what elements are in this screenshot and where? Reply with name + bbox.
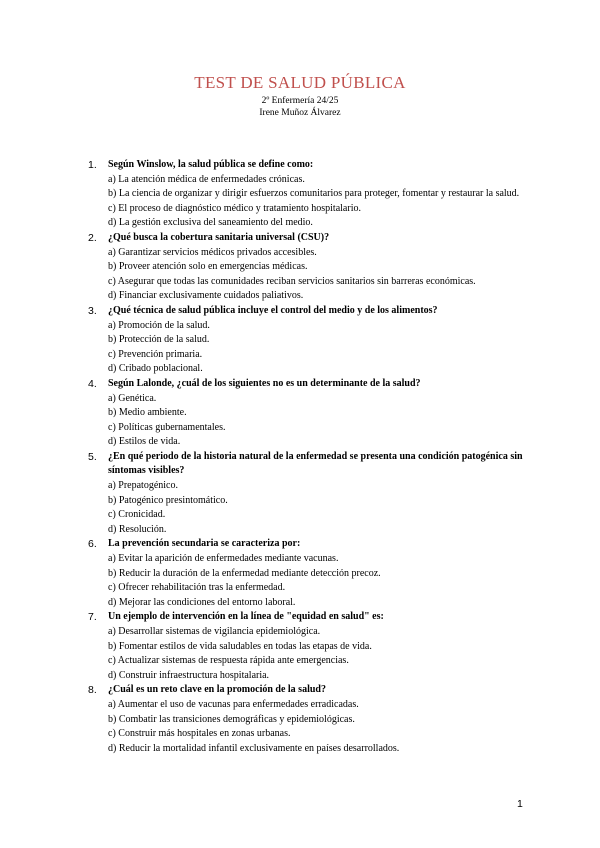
course-subtitle: 2º Enfermería 24/25 — [261, 96, 339, 106]
option-b: b) Combatir las transiciones demográficas y epidemiológicas. — [108, 713, 355, 725]
author-name: Irene Muñoz Álvarez — [259, 108, 341, 118]
page-number: 1 — [517, 798, 523, 810]
option-d: d) Financiar exclusivamente cuidados paliativos. — [108, 290, 304, 302]
question-text: ¿En qué periodo de la historia natural de la enfermedad se presenta una condición patogénica sin síntomas visibles? — [108, 450, 523, 477]
option-a: a) Garantizar servicios médicos privados accesibles. — [108, 246, 317, 258]
question-item — [88, 231, 528, 304]
question-item — [88, 304, 528, 377]
option-a: a) Promoción de la salud. — [108, 319, 210, 331]
option-c: c) Prevención primaria. — [108, 348, 203, 360]
question-number: 7. — [88, 611, 97, 624]
question-item — [88, 683, 528, 756]
option-c: c) Asegurar que todas las comunidades reciban servicios sanitarios sin barreras económicas. — [108, 275, 476, 287]
option-b: b) Medio ambiente. — [108, 407, 187, 419]
option-b: b) Reducir la duración de la enfermedad mediante detección precoz. — [108, 567, 381, 579]
option-d: d) Estilos de vida. — [108, 436, 181, 448]
question-item — [88, 610, 528, 683]
option-a: a) La atención médica de enfermedades crónicas. — [108, 173, 305, 185]
question-number: 6. — [88, 538, 97, 551]
option-a: a) Aumentar el uso de vacunas para enfermedades erradicadas. — [108, 698, 359, 710]
option-c: c) Cronicidad. — [108, 509, 166, 521]
question-text: ¿Qué técnica de salud pública incluye el control del medio y de los alimentos? — [108, 304, 438, 316]
question-item — [88, 537, 528, 610]
question-number: 5. — [88, 450, 97, 463]
option-d: d) Mejorar las condiciones del entorno laboral. — [108, 596, 296, 608]
option-d: d) Reducir la mortalidad infantil exclusivamente en países desarrollados. — [108, 742, 400, 754]
option-d: d) La gestión exclusiva del saneamiento del medio. — [108, 217, 313, 229]
option-c: c) Políticas gubernamentales. — [108, 421, 226, 433]
question-number: 8. — [88, 684, 97, 697]
option-a: a) Prepatogénico. — [108, 480, 178, 492]
option-c: c) Actualizar sistemas de respuesta rápida ante emergencias. — [108, 655, 349, 667]
question-item — [88, 158, 528, 231]
question-text: ¿Qué busca la cobertura sanitaria universal (CSU)? — [108, 231, 330, 243]
option-a: a) Desarrollar sistemas de vigilancia epidemiológica. — [108, 626, 321, 637]
option-d: d) Resolución. — [108, 523, 167, 535]
option-c: c) Ofrecer rehabilitación tras la enfermedad. — [108, 582, 286, 594]
question-number: 3. — [88, 304, 97, 317]
question-text: Según Winslow, la salud pública se define como: — [108, 159, 314, 170]
question-item — [88, 377, 528, 450]
question-list — [88, 158, 528, 756]
question-number: 1. — [88, 159, 97, 171]
option-a: a) Evitar la aparición de enfermedades mediante vacunas. — [108, 553, 339, 565]
question-text: La prevención secundaria se caracteriza por: — [108, 538, 301, 550]
document-title: TEST DE SALUD PÚBLICA — [194, 73, 406, 92]
question-item — [88, 450, 528, 538]
option-c: c) Construir más hospitales en zonas urbanas. — [108, 728, 291, 740]
option-d: d) Cribado poblacional. — [108, 363, 203, 375]
question-text: ¿Cuál es un reto clave en la promoción de la salud? — [108, 684, 326, 696]
option-b: b) Fomentar estilos de vida saludables en todas las etapas de vida. — [108, 640, 372, 652]
question-number: 2. — [88, 231, 97, 244]
question-text: Según Lalonde, ¿cuál de los siguientes no es un determinante de la salud? — [108, 377, 421, 389]
option-d: d) Construir infraestructura hospitalaria. — [108, 669, 270, 681]
question-number: 4. — [88, 377, 97, 390]
option-c: c) El proceso de diagnóstico médico y tratamiento hospitalario. — [108, 202, 361, 214]
option-b: b) Patogénico presintomático. — [108, 494, 228, 506]
option-b: b) Protección de la salud. — [108, 334, 210, 346]
option-b: b) La ciencia de organizar y dirigir esfuerzos comunitarios para proteger, fomentar y restaurar la salud. — [108, 188, 520, 200]
option-a: a) Genética. — [108, 392, 157, 404]
option-b: b) Proveer atención solo en emergencias médicas. — [108, 261, 308, 273]
question-text: Un ejemplo de intervención en la línea de "equidad en salud" es: — [108, 611, 384, 623]
